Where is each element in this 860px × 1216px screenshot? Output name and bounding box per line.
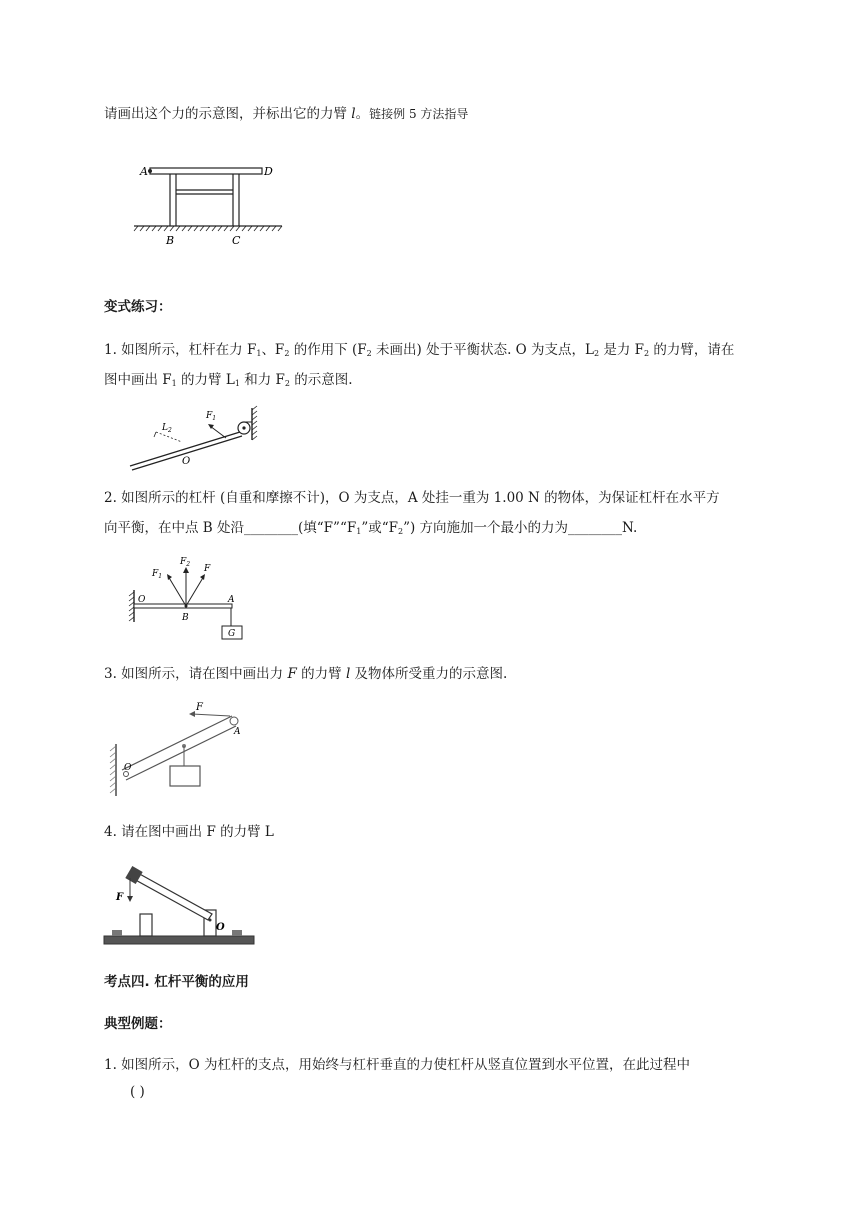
q3-o-label: O (124, 763, 132, 773)
q3-a-label: A (234, 727, 241, 737)
q1-figure (126, 402, 286, 476)
section-point4-title: 考点四. 杠杆平衡的应用 (104, 974, 249, 990)
q1-sub: 1 (234, 379, 240, 388)
q1-sub: 1 (256, 349, 262, 358)
q1-sub: 2 (284, 379, 290, 388)
q2-o-label: O (138, 595, 146, 605)
q1-text-b: 、F (261, 342, 285, 358)
q2-f1-label: $F_1$ (152, 569, 163, 580)
q1-text-c: 的作用下 (F (289, 342, 367, 358)
q1-text-h: 的力臂 L (176, 372, 235, 388)
q1-sub: 2 (593, 349, 600, 358)
q2-f2-label: $F_2$ (180, 557, 191, 568)
q2-line2 (104, 518, 637, 542)
q2-figure (124, 554, 254, 648)
q4-o-label: O (216, 922, 225, 933)
q1-f1-label: $F_1$ (206, 411, 217, 422)
q1-line2 (104, 370, 353, 394)
q2-line1: 2. 如图所示的杠杆 (自重和摩擦不计)，O 为支点，A 处挂一重为 1.00 N 的物体，为保证杠杆在水平方 (104, 490, 720, 506)
label-c: C (232, 234, 241, 247)
q3-f: F (287, 666, 297, 682)
intro-l-symbol: l (351, 106, 356, 122)
q1-text-i: 和力 F (239, 372, 285, 388)
intro-tail: 。 (355, 106, 370, 122)
q1-text-e: 是力 F (599, 342, 645, 358)
label-b: B (166, 234, 175, 247)
table-figure (128, 160, 288, 254)
q1-text-d: 未画出) 处于平衡状态. O 为支点，L (371, 342, 594, 358)
intro-text: 请画出这个力的示意图，并标出它的力臂 (104, 106, 352, 122)
q1-sub: 2 (284, 349, 290, 358)
q2-a-label: A (228, 595, 235, 605)
q1-text-j: 的示意图. (289, 372, 353, 388)
q1-line1 (104, 340, 734, 364)
q4-f-label: F (116, 892, 124, 903)
q3-text-c: 及物体所受重力的示意图. (350, 666, 508, 682)
label-a: A (140, 165, 148, 178)
section-examples-title: 典型例题： (104, 1016, 172, 1032)
q3-figure (104, 702, 254, 802)
q1-text-g: 图中画出 F (104, 372, 172, 388)
q3-l: l (345, 666, 351, 682)
ex1-paren: ( ) (130, 1084, 145, 1100)
q2-text-a: 向平衡，在中点 B 处沿________(填“F”“F (104, 520, 357, 536)
q2-text-b: ”或“F (361, 520, 398, 536)
q2-f-label: F (204, 564, 211, 574)
q1-text-f: 的力臂，请在 (649, 342, 735, 358)
q2-b-label: B (182, 613, 189, 623)
q1-sub: 1 (171, 379, 177, 388)
ex1-line: 1. 如图所示，O 为杠杆的支点，用始终与杠杆垂直的力使杠杆从竖直位置到水平位置，在此过程中 (104, 1057, 691, 1073)
q4-figure (102, 858, 258, 952)
intro-link: 链接例 5 方法指导 (369, 107, 469, 121)
q3-text-a: 3. 如图所示，请在图中画出力 (104, 666, 288, 682)
q1-sub: 2 (366, 349, 372, 358)
section-variant-title: 变式练习： (104, 299, 172, 315)
q2-sub: 1 (356, 527, 362, 536)
q2-text-c: ”) 方向施加一个最小的力为________N. (403, 520, 638, 536)
q2-sub: 2 (397, 527, 404, 536)
q3-line (104, 664, 507, 684)
q4-line: 4. 请在图中画出 F 的力臂 L (104, 824, 274, 840)
label-d: D (264, 165, 273, 178)
q1-text-a: 1. 如图所示，杠杆在力 F (104, 342, 257, 358)
q2-g-label: G (228, 629, 236, 639)
q1-o-label: O (182, 456, 191, 467)
intro-line (104, 104, 468, 124)
q1-sub: 2 (644, 349, 650, 358)
q1-l2-label: $L_2$ (162, 423, 172, 434)
q3-text-b: 的力臂 (296, 666, 346, 682)
q3-f-label: F (196, 702, 203, 713)
